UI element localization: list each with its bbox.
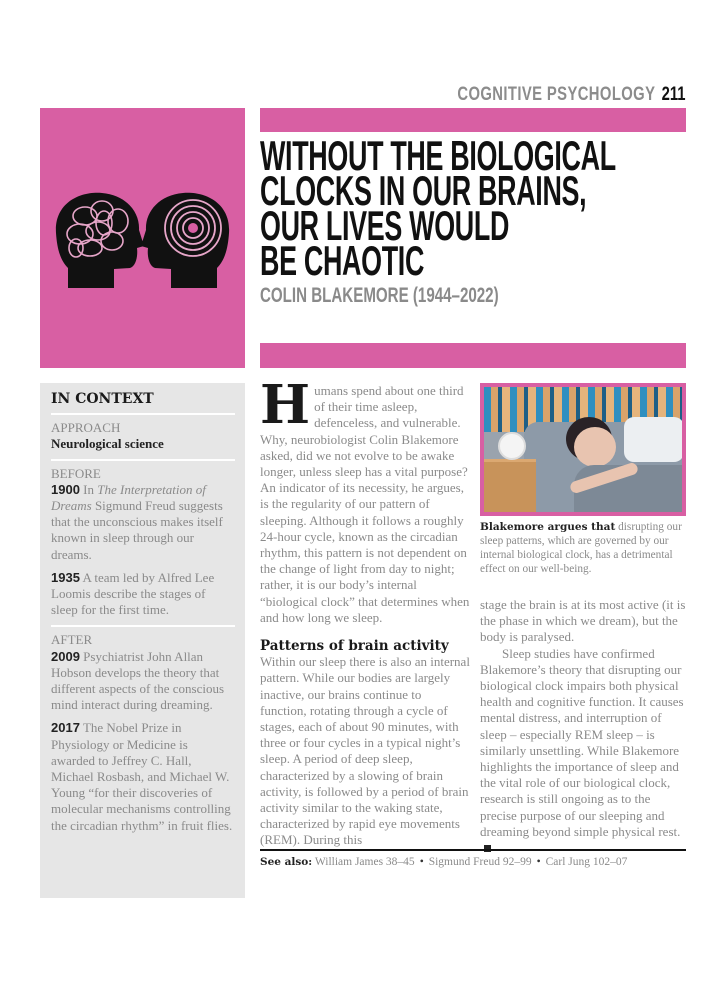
body-paragraph [480,646,687,857]
chapter-title [260,132,616,284]
after-label: AFTER [51,632,93,648]
title-line: OUR LIVES WOULD [260,202,510,249]
see-also [260,856,627,868]
entry-year: 2017 [51,720,80,736]
bullet-icon: • [536,856,541,868]
cross-reference: William James 38–45 [314,856,415,868]
section-name: COGNITIVE PSYCHOLOGY [457,84,656,105]
entry-year: 1935 [51,569,80,585]
before-label: BEFORE [51,465,101,481]
entry-text: A team led by Alfred Lee Loomis describe the stages of sleep for the first time. [51,569,215,618]
timeline-entry [51,720,235,833]
quote-author: COLIN BLAKEMORE (1944–2022) [260,284,499,307]
entry-text: In [83,481,98,497]
title-line: BE CHAOTIC [260,237,425,284]
timeline-entry [51,570,235,619]
body-paragraph: Within our sleep there is also an internal pattern. While our bodies are largely inactive, our brains continue to function, rotating through a cycle of stages, each of about 90 minutes, with three or four cycles in a typical night’s sleep. A period of deep sleep, characterized by a slowing of brain activity, is followed by a period of brain activity similar to the waking state, characterized by rapid eye movements (REM). During this [260,654,470,848]
entry-year: 1900 [51,481,80,497]
book-title: The Interpretation of Dreams [51,481,206,514]
paragraph-text: umans spend about one third of their time asleep, defenceless, and vulnerable. Why, neurobiologist Colin Blakemore asked, did we not evolve to be awake longer, unless sleep has a vital purpose? An indicator of its necessity, he argues, is the regularity of our pattern of sleeping. Although it follows a roughly 24-hour cycle, known as the circadian rhythm, this pattern is not dependent on the change of light from day to night; rather, it is our body’s internal “biological clock” that determines when and how long we sleep. [260,383,470,625]
entry-text: Sigmund Freud suggests that the unconscious makes itself known in sleep through our dreams. [51,498,223,562]
body-paragraph: stage the brain is at its most active (it is the phase in which we dream), but the body is paralysed. [480,597,686,645]
cross-reference: Sigmund Freud 92–99 [428,856,532,868]
timeline-entry [51,649,235,714]
subheading: Patterns of brain activity [260,638,449,655]
approach-value: Neurological science [51,436,164,452]
paragraph-text: Sleep studies have confirmed Blakemore’s theory that disrupting our biological clock impairs both physical health and cognitive function. It causes mental distress, and interruption of sleep – especially REM sleep – is similarly unsettling. While Blakemore highlights the importance of sleep and the vital role of our biological clock, research is still ongoing as to the precise purpose of our sleeping and dreaming beyond simple physical rest. [480,645,684,839]
drop-cap: H [260,374,311,436]
title-line: WITHOUT THE BIOLOGICAL [260,132,616,179]
approach-label: APPROACH [51,420,121,436]
running-head [458,84,686,106]
caption-text: disrupting our sleep patterns, which are governed by our internal biological clock, has a detrimental effect on our well-being. [480,521,682,575]
divider [260,849,686,851]
divider [51,625,235,627]
divider [51,413,235,415]
title-line: CLOCKS IN OUR BRAINS, [260,167,587,214]
intro-paragraph [260,374,470,626]
two-heads-icon [40,108,245,368]
alarm-clock-icon [498,432,526,460]
heads-illustration [40,108,245,368]
page-number: 211 [662,84,686,105]
body-column-2 [480,597,687,856]
in-context-sidebar [40,383,245,898]
photo-caption [480,520,690,576]
entry-text: The Nobel Prize in Physiology or Medicine is awarded to Jeffrey C. Hall, Michael Rosbash, and Michael W. Young “for their discoveries of molecular mechanisms controlling the circadian rhythm” in fruit flies. [51,720,233,833]
title-bar-top [260,108,686,132]
sidebar-heading: IN CONTEXT [51,391,154,407]
timeline-entry [51,482,235,563]
title-bar-bottom [260,343,686,368]
entry-year: 2009 [51,648,80,664]
body-column-1 [260,374,470,849]
bullet-icon: • [419,856,424,868]
sleeping-photo [480,383,686,516]
divider [51,459,235,461]
cross-reference: Carl Jung 102–07 [545,856,628,868]
see-also-label: See also: [260,856,313,868]
caption-lead: Blakemore argues that [480,521,616,533]
entry-text: Psychiatrist John Allan Hobson develops the theory that different aspects of the conscious mind interact during dreaming. [51,648,225,713]
